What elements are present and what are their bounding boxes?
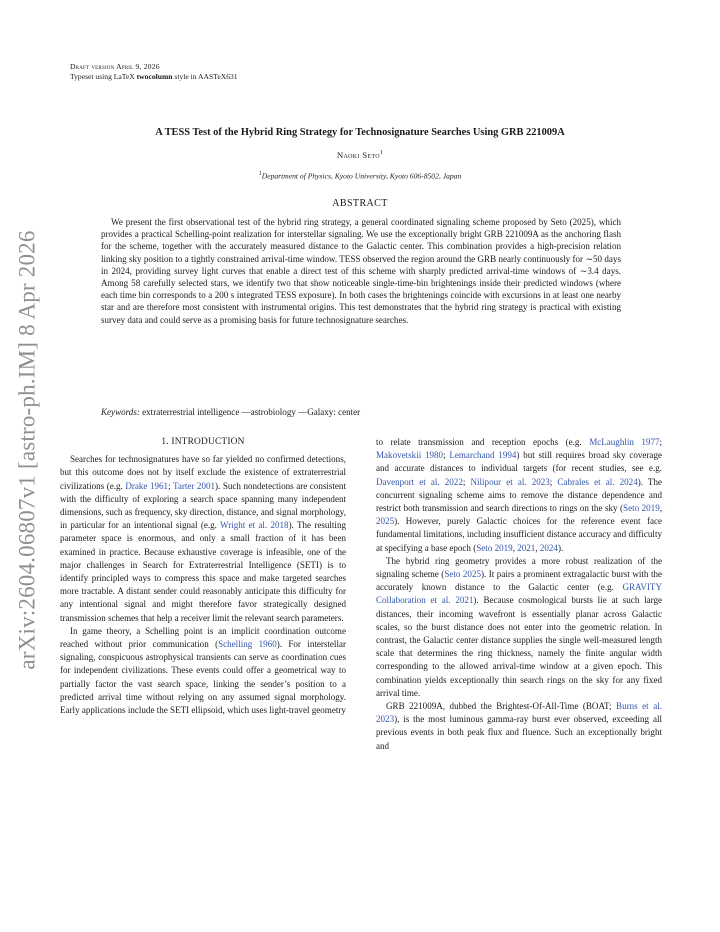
arxiv-identifier-stamp [6, 230, 50, 670]
affiliation-line [70, 171, 650, 181]
intro-paragraph-1 [60, 453, 346, 625]
paragraph-text: ; [659, 437, 663, 447]
paragraph-text: The hybrid ring geometry provides a more robust realization of the signaling scheme ( [376, 555, 662, 580]
section-heading-introduction: 1. INTRODUCTION [161, 437, 245, 447]
citation-link[interactable]: Burns et al. 2023 [376, 701, 662, 725]
right-column [376, 436, 662, 753]
citation-link[interactable]: Seto 2025 [444, 569, 481, 580]
citation-link[interactable]: Cabrales et al. 2024 [557, 476, 638, 487]
paragraph-text: , [535, 542, 540, 553]
draft-version-line: Draft version April 9, 2026 [70, 62, 160, 71]
paragraph-text: Searches for technosignatures have so far yielded no confirmed detections, but this outcome does not by itself exclude the existence of extraterrestrial civilizations (e.g. [60, 454, 346, 491]
abstract-heading: ABSTRACT [332, 198, 388, 209]
paper-title: A TESS Test of the Hybrid Ring Strategy for Technosignature Searches Using GRB 221009A [155, 127, 565, 138]
citation-link[interactable]: Makovetskii 1980 [376, 450, 444, 461]
paragraph-text: ; [168, 480, 173, 491]
paragraph-text: ; [462, 476, 471, 487]
intro-paragraph-3 [376, 555, 662, 700]
paragraph-text: , [512, 542, 518, 553]
citation-link[interactable]: GRAVITY Collaboration et al. 2021 [376, 582, 662, 606]
typeset-style: twocolumn [136, 72, 173, 81]
paragraph-text: ; [443, 450, 450, 461]
paragraph-text: ). Because cosmological bursts lie at such large distances, their incoming wavefront is essentially planar across Galactic scales, so the burst distance does not enter into the geometric relation. In contrast, the Galactic center distance supplies the single well-measured length scale that determines the ring thickness, namely the finite angular width corresponding to the allowed arrival-time window at a given epoch. This combination yields exceptionally thin search rings on the sky for any fixed arrival time. [376, 595, 663, 698]
paragraph-text: ). For interstellar signaling, conspicuous astrophysical transients can serve as coordination cues for independent civilizations. These events could offer a geometrical way to partially factor the vast search space, linking the sender’s position to a predicted arrival time without relying on any assumed signal morphology. Early applications include the SETI ellipsoid, which uses light-travel geometry [60, 639, 346, 716]
paragraph-text: ). It pairs a prominent extragalactic burst with the accurately known distance to the Galactic center (e.g. [376, 569, 662, 593]
citation-link[interactable]: Nilipour et al. 2023 [470, 476, 550, 487]
citation-link[interactable]: Tarter 2001 [172, 480, 216, 491]
intro-paragraph-4 [376, 700, 662, 753]
paragraph-text: In game theory, a Schelling point is an implicit coordination outcome reached without prior communication ( [60, 625, 346, 650]
typeset-suffix: style in AASTeX631 [172, 72, 238, 81]
paragraph-text: GRB 221009A, dubbed the Brightest-Of-All-Time (BOAT; [386, 701, 617, 712]
citation-link[interactable]: Davenport et al. 2022 [376, 476, 463, 487]
author-name: Naoki Seto [336, 150, 380, 160]
typeset-line [70, 72, 238, 82]
author-line [70, 150, 650, 160]
citation-link[interactable]: McLaughlin 1977 [589, 437, 660, 447]
preprint-header [70, 62, 238, 82]
citation-link[interactable]: Schelling 1960 [218, 639, 277, 650]
author-affiliation-mark: 1 [379, 150, 384, 157]
paragraph-text: ). The resulting parameter space is enormous, and only a small fraction of it has been examined in practice. Because exhaustive coverage is infeasible, one of the major challenges in Search for Extraterrestrial Intelligence (SETI) is to identify principled ways to compress this space and make targeted searches more tractable. A distant sender could reasonably anticipate this difficulty for any intentional signal and might therefore favor strategically designed transmission schemes that help a receiver limit the relevant search parameters. [60, 520, 346, 623]
paragraph-text: ) but still requires broad sky coverage and accurate distances to individual targets (for recent studies, see e.g. [376, 450, 662, 474]
citation-link[interactable]: 2021 [517, 542, 536, 553]
paragraph-text: ). The concurrent signaling scheme aims to remove the distance dependence and restrict both transmission and search directions to rings on the sky ( [376, 476, 662, 514]
paragraph-text: ). Such nondetections are consistent with the difficulty of exploring a search space spanning many independent dimensions, such as frequency, sky direction, distance, and signal morphology, in particular for an intentional signal (e.g. [60, 480, 346, 531]
arxiv-identifier-text: arXiv:2604.06807v1 [astro-ph.IM] 8 Apr 2026 [15, 230, 40, 670]
citation-link[interactable]: Seto 2019 [476, 542, 513, 553]
keywords-text: extraterrestrial intelligence —astrobiology —Galaxy: center [142, 407, 361, 417]
paragraph-text: ), is the most luminous gamma-ray burst ever observed, exceeding all previous events in both peak flux and fluence. Such an exceptionally bright and [376, 714, 662, 751]
paragraph-text: ). However, purely Galactic choices for the reference event face fundamental limitations, including insufficient distance accuracy and difficulty at specifying a base epoch ( [376, 516, 662, 553]
citation-link[interactable]: Seto 2019 [623, 503, 660, 514]
paragraph-text: , [659, 503, 662, 514]
citation-link[interactable]: 2024 [539, 542, 558, 553]
citation-link[interactable]: 2025 [376, 516, 395, 527]
keywords-label: Keywords: [101, 407, 140, 417]
typeset-prefix: Typeset using [70, 72, 114, 81]
keywords-line [101, 407, 621, 417]
paragraph-text: ). [557, 542, 564, 553]
intro-paragraph-2 [60, 625, 346, 717]
intro-paragraph-2-continued [376, 436, 662, 555]
left-column [60, 436, 346, 717]
citation-link[interactable]: Wright et al. 2018 [220, 520, 289, 531]
citation-link[interactable]: Lemarchand 1994 [449, 450, 517, 461]
affiliation-text: Department of Physics, Kyoto University, Kyoto 606-8502, Japan [261, 171, 462, 181]
latex-logo: LaTeX [113, 72, 135, 81]
abstract-body: We present the first observational test of the hybrid ring strategy, a general coordinated signaling scheme proposed by Seto (2025), which provides a practical Schelling-point realization for interstellar signaling. We use the exceptionally bright GRB 221009A as the anchoring flash for the scheme, together with the accurately measured distance to the Galactic center. This combination provides a high-precision relation linking sky position to a tightly constrained arrival-time window. TESS observed the region around the GRB nearly continuously for ∼50 days in 2024, providing survey light curves that enable a direct test of this scheme with sharply predicted arrival-time windows of ∼3.4 days. Among 58 carefully selected stars, we identify two that show noticeable single-time-bin brightenings inside their predicted windows (where each time bin corresponds to a 200 s integrated TESS exposure). In both cases the brightenings coincide with excursions in at least one nearby star and are therefore most consistent with instrumental origins. This test demonstrates that the hybrid ring strategy is practical with existing survey data and could serve as a promising basis for future technosignature searches. [101, 217, 621, 325]
citation-link[interactable]: Drake 1961 [125, 480, 169, 491]
paragraph-text: ; [549, 476, 558, 487]
affiliation-mark: 1 [258, 171, 262, 177]
paragraph-text: to relate transmission and reception epochs (e.g. [376, 437, 590, 447]
